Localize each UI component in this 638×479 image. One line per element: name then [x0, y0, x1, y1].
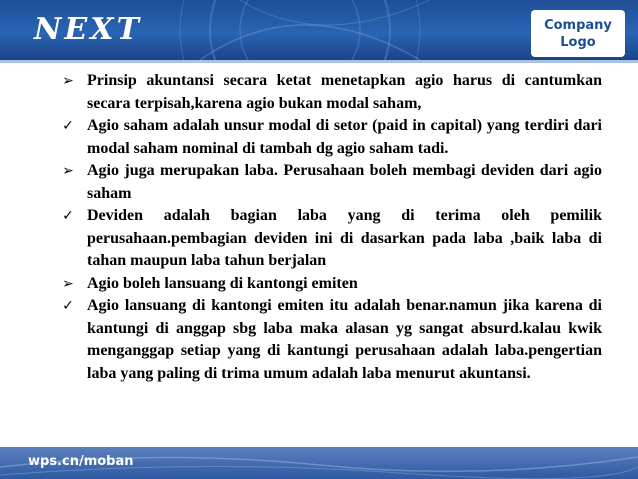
logo-line-1: Company	[544, 17, 612, 33]
bullet-item-1	[57, 70, 602, 115]
bullet-text: Agio juga merupakan laba. Perusahaan boleh membagi deviden dari agio saham	[87, 162, 602, 202]
checkmark-bullet-icon: ✓	[62, 118, 74, 134]
arrow-bullet-icon: ➢	[62, 275, 74, 292]
bullet-item-2	[57, 115, 602, 160]
header-band	[0, 0, 638, 60]
arrow-bullet-icon: ➢	[62, 163, 74, 179]
bullet-text: Agio lansuang di kantongi emiten itu adalah benar.namun jika karena di kantungi di anggap sbg laba maka alasan yg sangat absurd.kalau kwik menganggap setiap yang di kantungi perusahaan adalah laba.pengertian laba yang paling di trima umum adalah laba menurut akuntansi.	[87, 297, 602, 382]
header-title: NEXT	[34, 12, 142, 47]
checkmark-bullet-icon: ✓	[62, 298, 74, 314]
bullet-list	[57, 70, 602, 385]
bullet-item-4	[57, 205, 602, 273]
logo-line-2: Logo	[560, 34, 596, 50]
bullet-text: Agio boleh lansuang di kantongi emiten	[87, 274, 358, 292]
bullet-item-5	[57, 273, 602, 296]
footer-url: wps.cn/moban	[28, 454, 134, 469]
checkmark-bullet-icon: ✓	[62, 208, 74, 224]
company-logo	[531, 10, 625, 57]
header-divider	[0, 60, 638, 63]
bullet-text: Agio saham adalah unsur modal di setor (paid in capital) yang terdiri dari modal saham nominal di tambah dg agio saham tadi.	[87, 117, 602, 157]
bullet-item-6	[57, 295, 602, 385]
bullet-text: Prinsip akuntansi secara ketat menetapkan agio harus di cantumkan secara terpisah,karena agio bukan modal saham,	[87, 72, 602, 112]
bullet-text: Deviden adalah bagian laba yang di terima oleh pemilik perusahaan.pembagian deviden ini di dasarkan pada laba ,baik laba di tahan maupun laba tahun berjalan	[87, 207, 602, 269]
arrow-bullet-icon: ➢	[62, 73, 74, 89]
bullet-item-3	[57, 160, 602, 205]
